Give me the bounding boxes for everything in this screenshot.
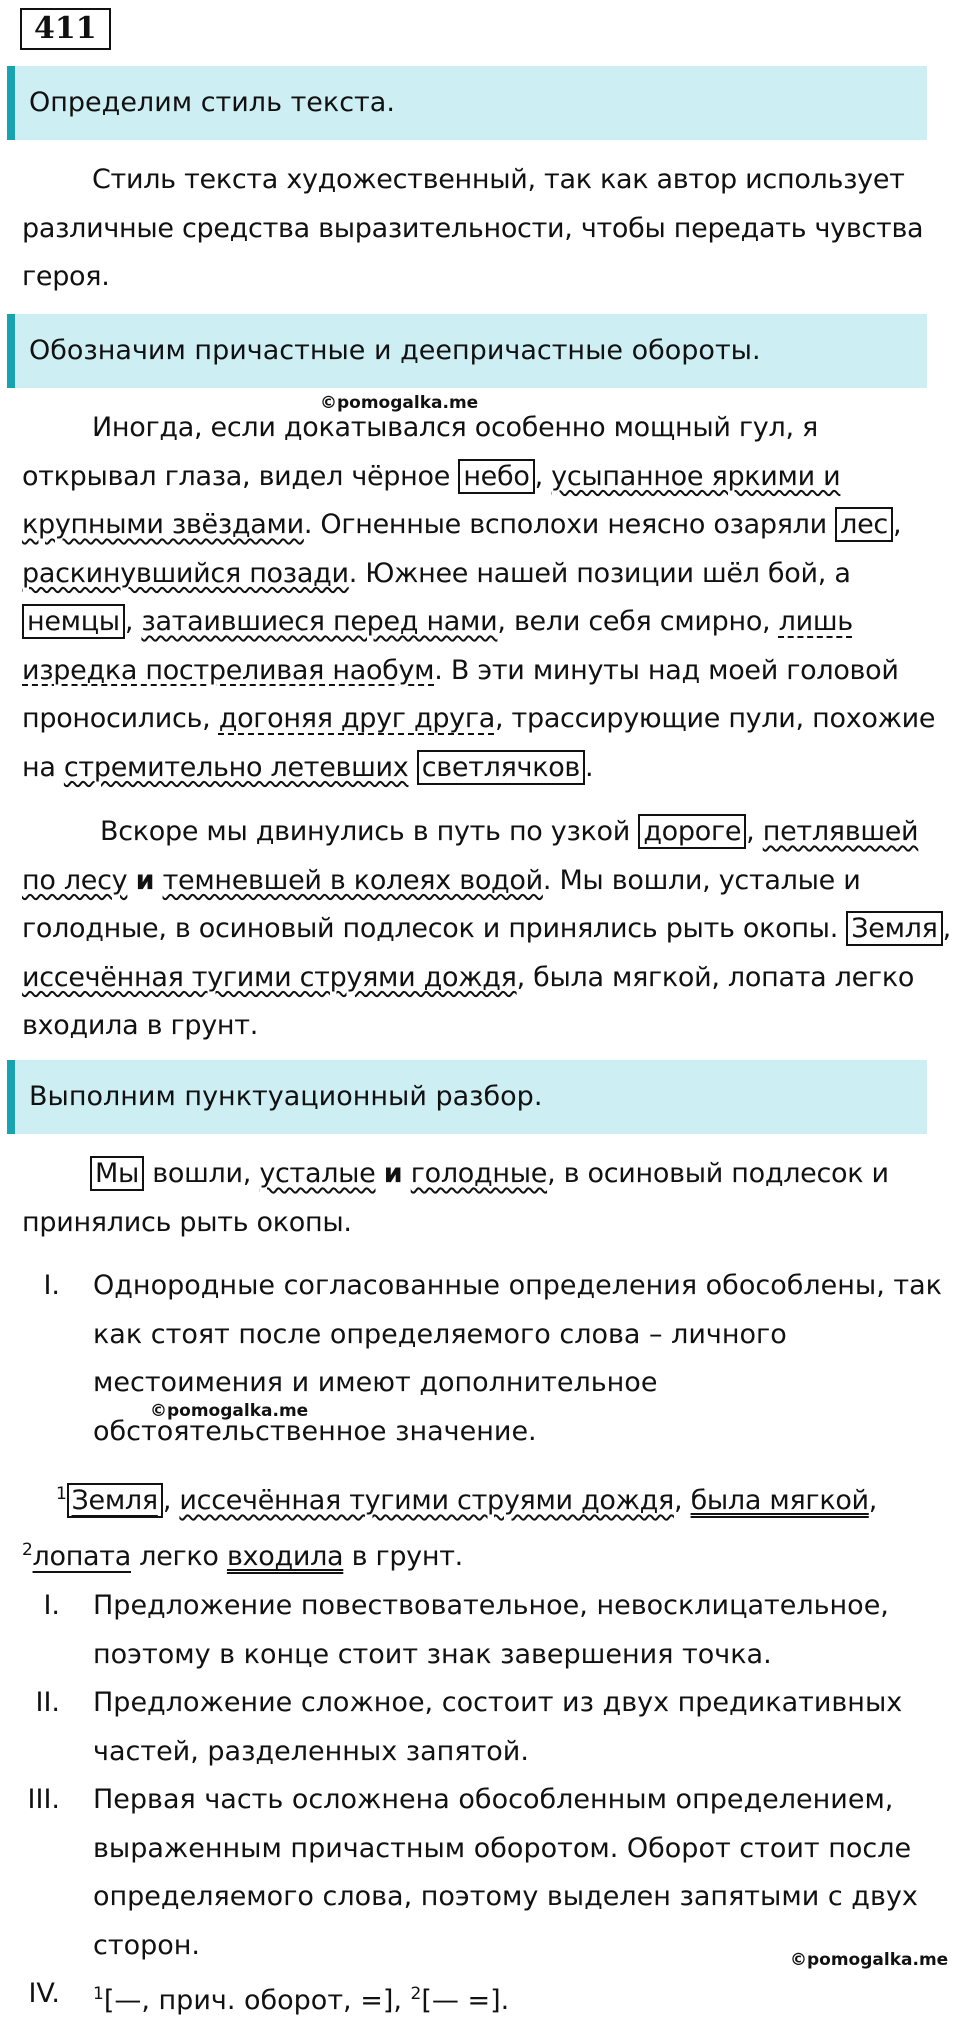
- defined-word: немцы: [22, 604, 125, 639]
- defined-word: Земля: [846, 911, 942, 946]
- participial-phrase: иссечённая тугими струями дождя: [179, 1485, 674, 1516]
- participial-phrase: темневшей в колеях водой: [162, 864, 543, 896]
- text-paragraph-1: Иногда, если докатывался особенно мощный гул, я открывал глаза, видел чёрное небо , усыпанное яркими и крупными звёздами. Огненные всполохи неясно озаряли лес , раскинувшийся позади. Южнее нашей позиции шёл бой, а немцы , затаившиеся перед нами, вели себя смирно, лишь изредка постреливая наобум. В эти минуты над моей головой проносились, догоняя друг друга, трассирующие пули, похожие на стремительно летевших светлячков .: [22, 412, 936, 783]
- defined-word: Мы: [90, 1156, 144, 1191]
- predicate: входила: [226, 1540, 344, 1572]
- section-header-participles: Обозначим причастные и деепричастные обороты.: [7, 314, 927, 388]
- predicate: была мягкой: [690, 1485, 869, 1516]
- participial-phrase: петлявшей по лесу: [22, 816, 919, 896]
- homogeneous-definition: голодные: [410, 1158, 548, 1189]
- section-header-style: Определим стиль текста.: [7, 66, 927, 140]
- participial-phrase: раскинувшийся позади: [22, 557, 349, 589]
- adverbial-phrase: лишь изредка постреливая наобум: [22, 606, 853, 686]
- participial-phrase: усыпанное яркими и крупными звёздами: [22, 460, 841, 540]
- task-number: 411: [20, 8, 111, 50]
- style-answer: Стиль текста художественный, так как автор использует различные средства выразительности, чтобы передать чувства героя.: [22, 164, 924, 292]
- defined-word: лес: [835, 507, 893, 542]
- participial-phrase: стремительно летевших: [63, 751, 409, 783]
- defined-word: небо: [458, 459, 534, 494]
- section-header-punctuation: Выполним пунктуационный разбор.: [7, 1060, 927, 1134]
- participial-phrase: затаившиеся перед нами: [141, 606, 498, 637]
- sentence-2: $^1$ Земля , иссечённая тугими струями дождя, была мягкой, $^2$лопата легко входила в грунт.: [22, 1484, 878, 1572]
- homogeneous-definition: усталые: [259, 1158, 376, 1189]
- adverbial-phrase: догоняя друг друга: [218, 703, 495, 734]
- defined-word: дороге: [638, 814, 746, 849]
- sentence-1: Мы вошли, усталые и голодные, в осиновый подлесок и принялись рыть окопы.: [22, 1158, 889, 1238]
- subject: Земля: [67, 1483, 163, 1518]
- text-paragraph-2: Вскоре мы двинулись в путь по узкой дороге , петлявшей по лесу и темневшей в колеях водой. Мы вошли, усталые и голодные, в осиновый подлесок и принялись рыть окопы. Земля , иссечённая тугими струями дождя, была мягкой, лопата легко входила в грунт.: [22, 816, 951, 1041]
- participial-phrase: иссечённая тугими струями дождя: [22, 961, 517, 993]
- defined-word: светлячков: [417, 750, 585, 785]
- watermark: ©pomogalka.me: [150, 1401, 309, 1421]
- watermark: ©pomogalka.me: [320, 393, 479, 413]
- subject: лопата: [32, 1540, 131, 1572]
- watermark: ©pomogalka.me: [790, 1950, 949, 1970]
